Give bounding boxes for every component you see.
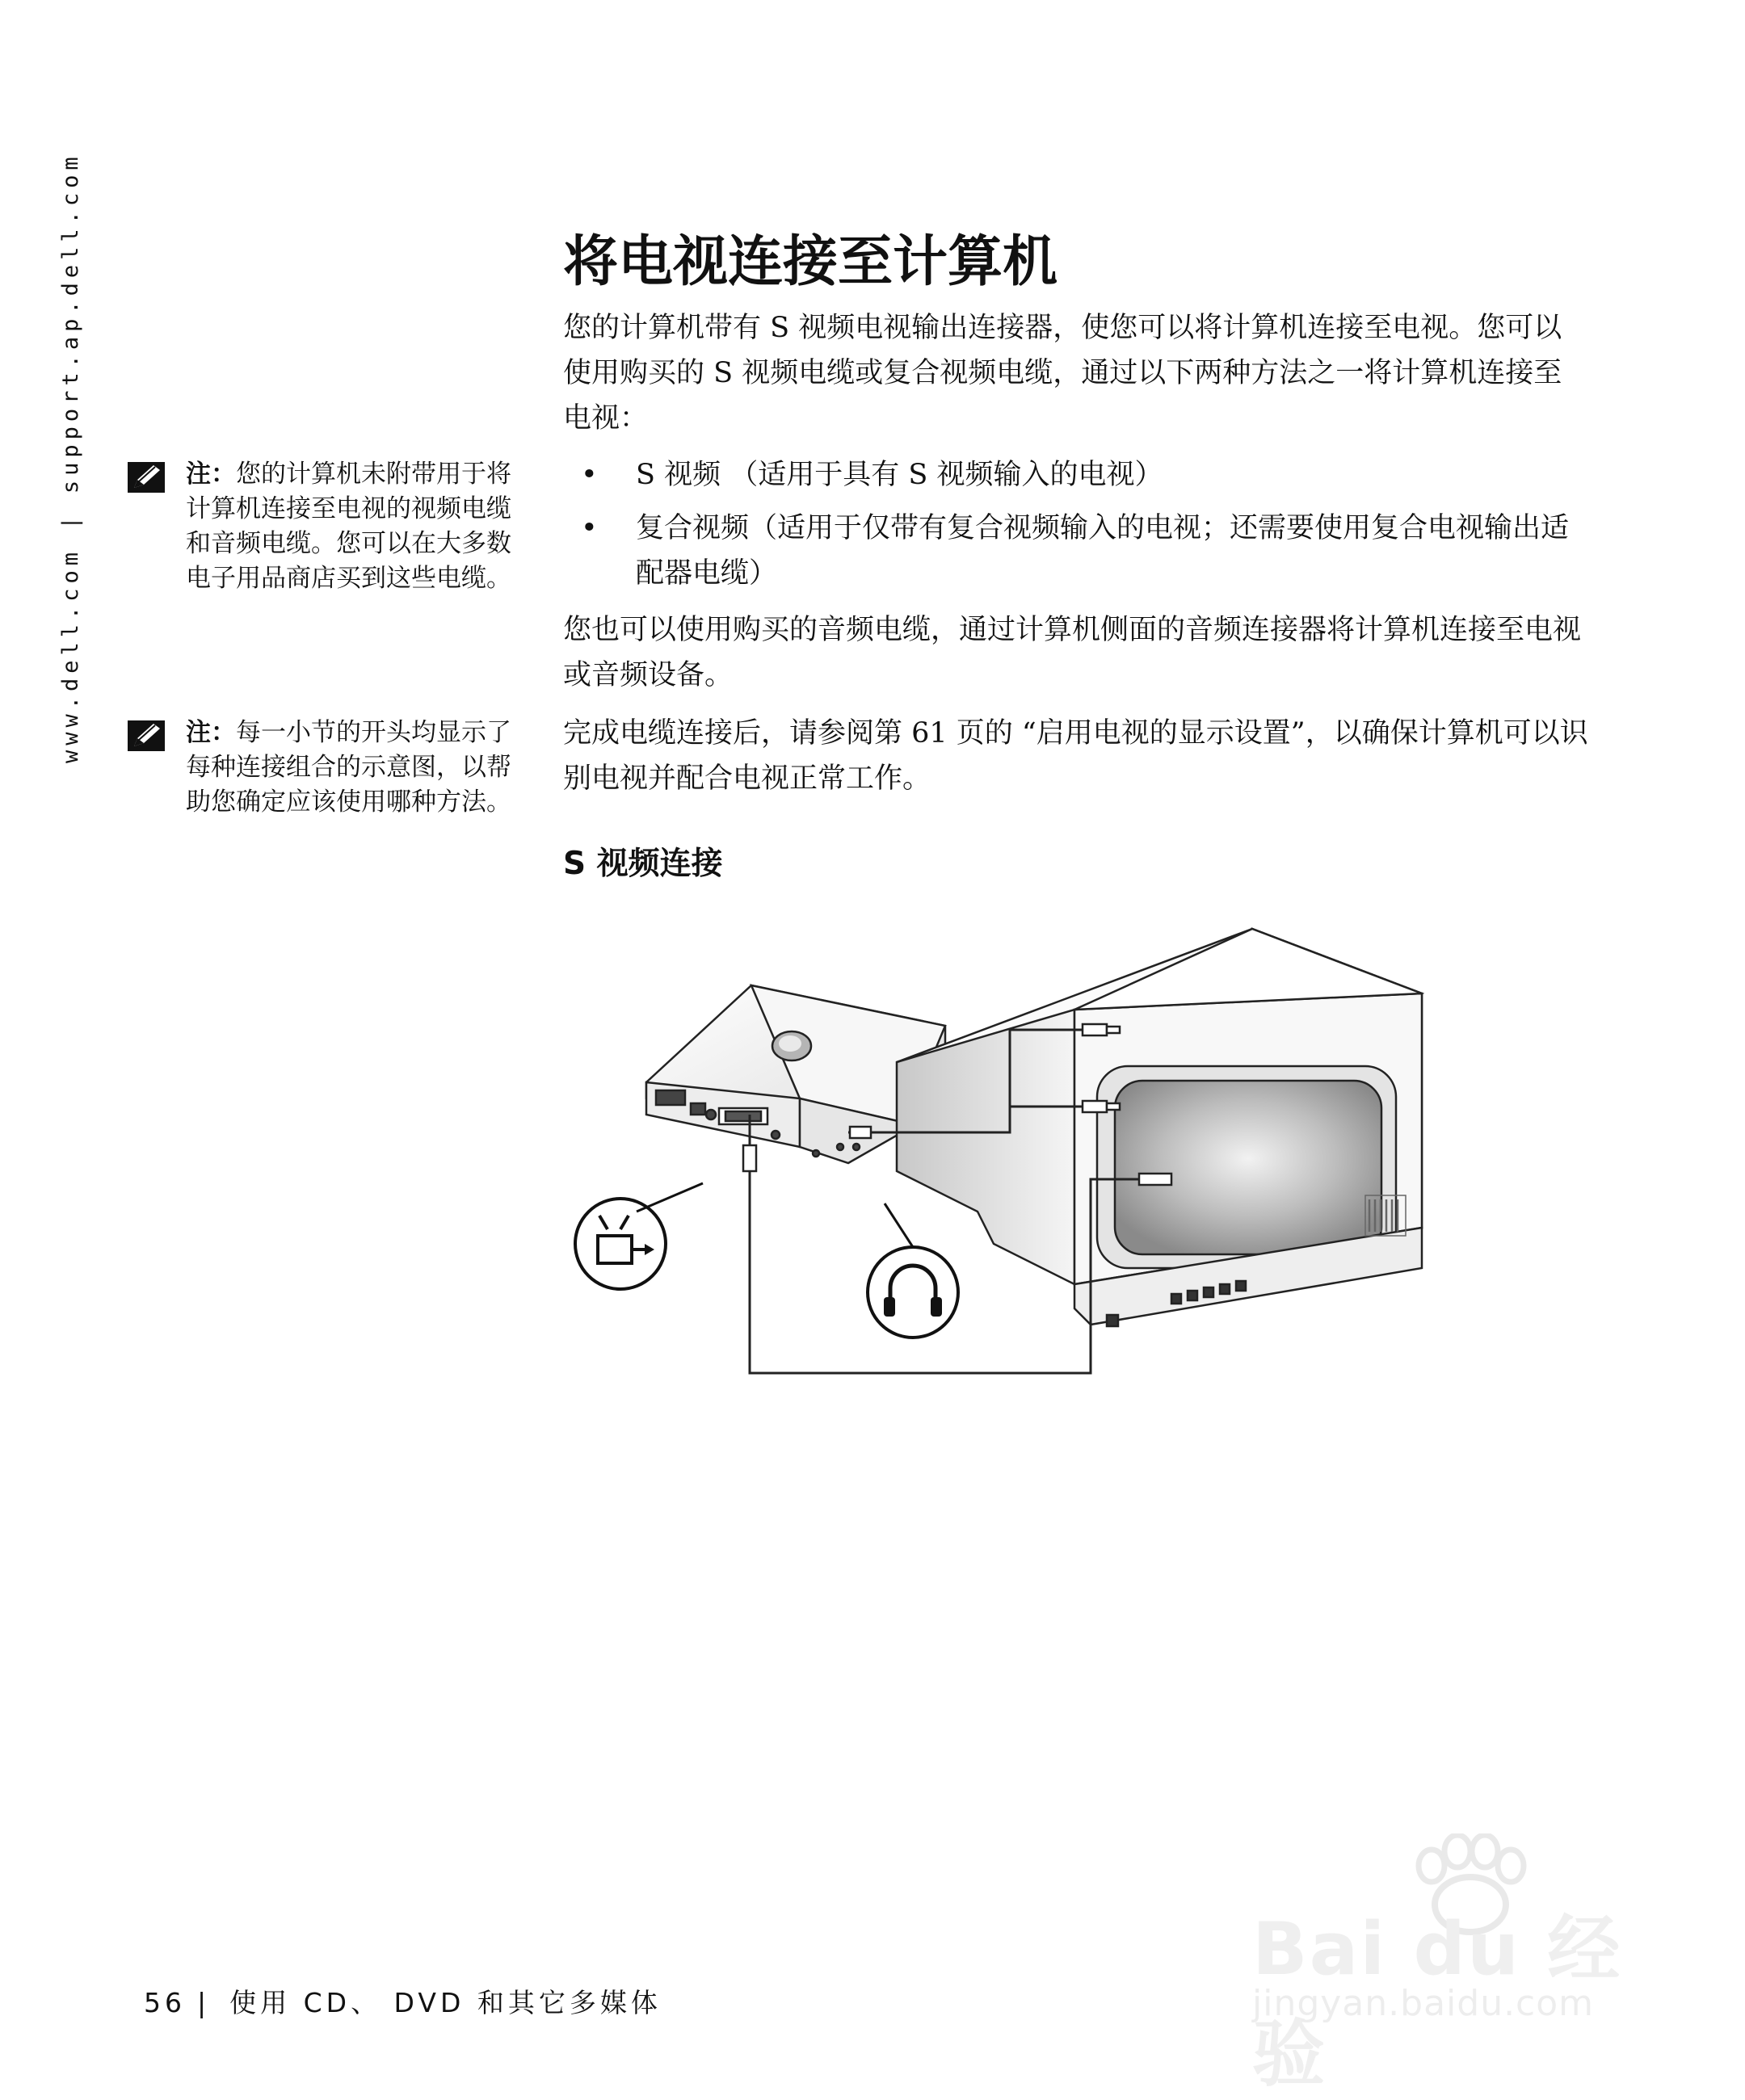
note-label: 注： bbox=[186, 460, 236, 489]
note-1 bbox=[128, 457, 511, 667]
page-footer bbox=[144, 1982, 662, 2020]
note-text: 您的计算机未附带用于将计算机连接至电视的视频电缆和音频电缆。您可以在大多数电子用品商店买到这些电缆。 bbox=[186, 460, 511, 593]
bullet-dot: • bbox=[581, 459, 598, 491]
intro-paragraph: 您的计算机带有 S 视频电视输出连接器，使您可以将计算机连接至电视。您可以使用购买的 S 视频电缆或复合视频电缆，通过以下两种方法之一将计算机连接至电视： bbox=[563, 312, 1562, 435]
bullet-text: 复合视频（适用于仅带有复合视频输入的电视；还需要使用复合电视输出适配器电缆） bbox=[636, 512, 1570, 590]
television-illustration bbox=[897, 929, 1422, 1326]
note-2-body bbox=[186, 716, 533, 820]
watermark bbox=[1252, 1833, 1664, 2097]
note-1-body bbox=[186, 457, 533, 596]
page-title: 将电视连接至计算机 bbox=[563, 230, 1058, 294]
page-number: 56 bbox=[144, 1987, 186, 2018]
audio-paragraph: 您也可以使用购买的音频电缆，通过计算机侧面的音频连接器将计算机连接至电视或音频设备。 bbox=[563, 614, 1582, 691]
note-label: 注： bbox=[186, 718, 236, 747]
note-2 bbox=[128, 716, 511, 861]
after-connect-paragraph: 完成电缆连接后，请参阅第 61 页的 “启用电视的显示设置”，以确保计算机可以识别电视并配合电视正常工作。 bbox=[563, 717, 1588, 795]
chapter-title: 使用 CD、 DVD 和其它多媒体 bbox=[229, 1987, 662, 2018]
watermark-brand: Bai du 经验 bbox=[1252, 1907, 1622, 2097]
bullet-dot: • bbox=[581, 512, 598, 544]
section-heading: S 视频连接 bbox=[563, 846, 723, 882]
pen-note-icon bbox=[128, 462, 165, 493]
watermark-url: jingyan.baidu.com bbox=[1252, 1983, 1595, 2024]
svideo-connection-diagram bbox=[557, 905, 1608, 1389]
pen-note-icon bbox=[128, 720, 165, 751]
headphone-icon bbox=[868, 1203, 958, 1338]
side-url: www.dell.com | support.ap.dell.com bbox=[58, 152, 83, 763]
footer-separator: | bbox=[197, 1987, 211, 2018]
note-text: 每一小节的开头均显示了每种连接组合的示意图，以帮助您确定应该使用哪种方法。 bbox=[186, 718, 511, 817]
tv-out-icon bbox=[575, 1183, 703, 1289]
bullet-text: S 视频 （适用于具有 S 视频输入的电视） bbox=[636, 459, 1163, 491]
